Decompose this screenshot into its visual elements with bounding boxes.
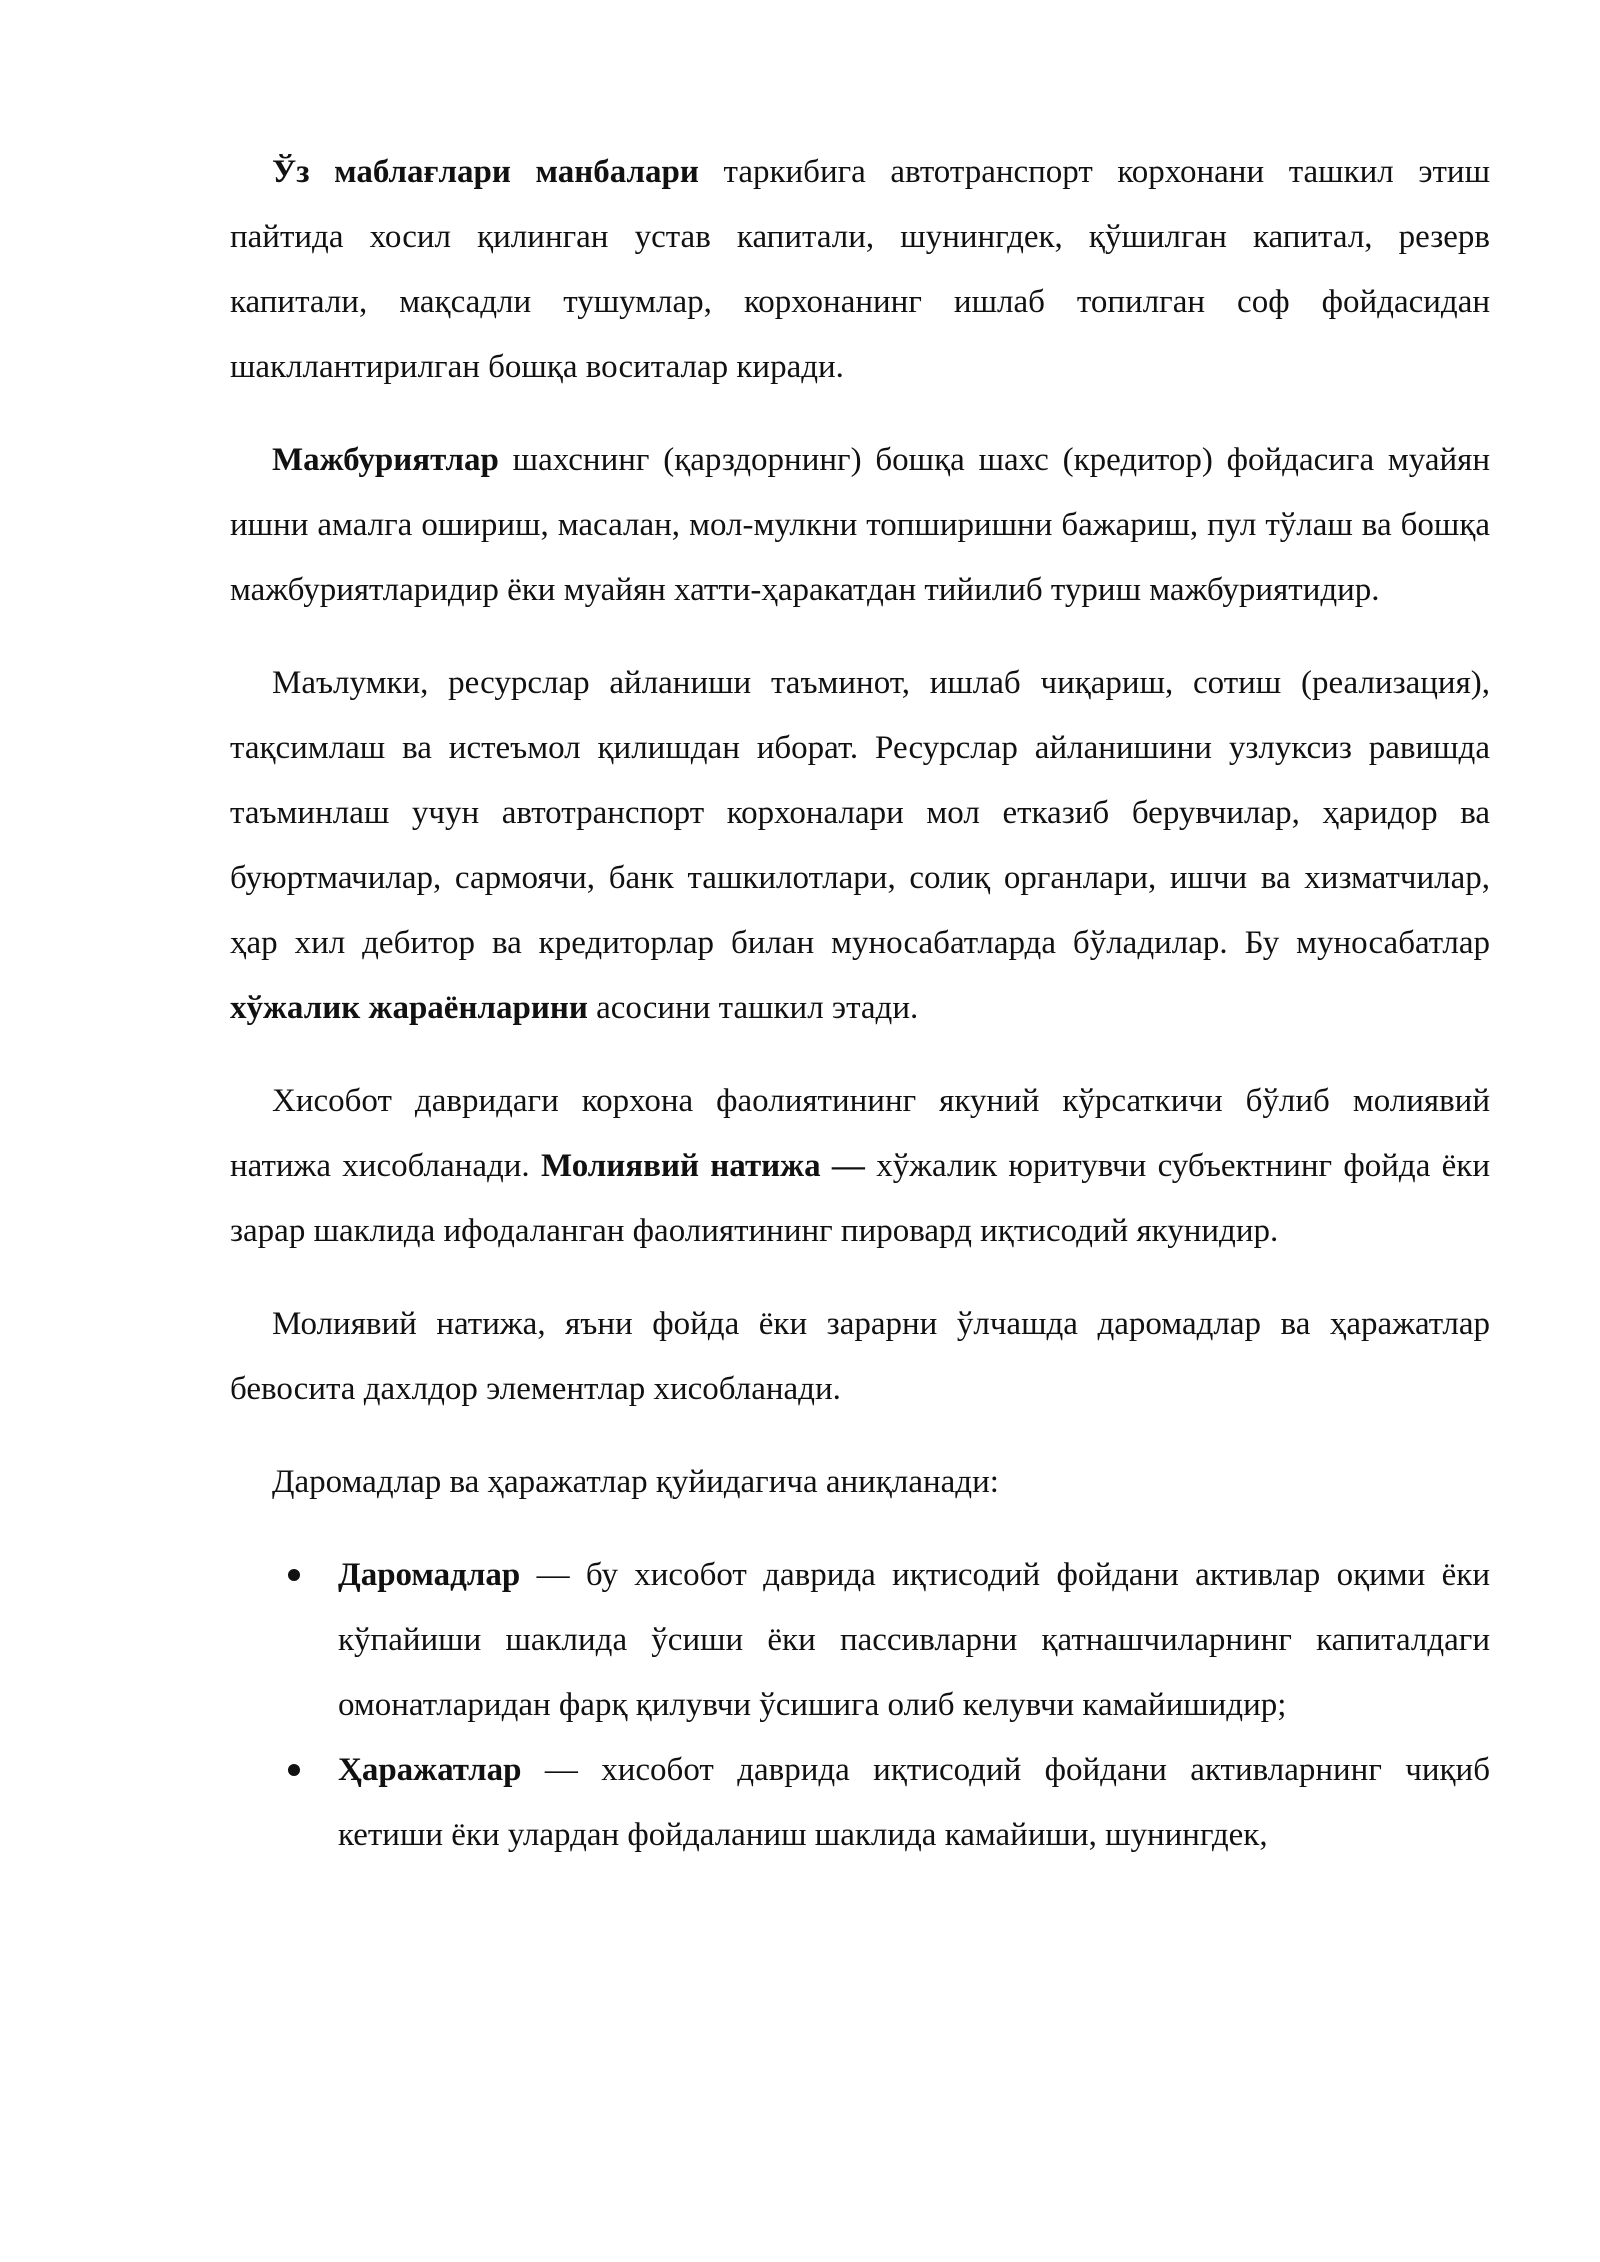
paragraph-text-tail: асосини ташкил этади. (587, 990, 919, 1026)
paragraph-measurement (230, 1292, 1490, 1422)
paragraph-obligations (230, 428, 1490, 623)
list-item-text: — хисобот даврида иқтисодий фойдани активларнинг чиқиб кетиши ёки улардан фойдаланиш шаклида камайиши, шунингдек, (338, 1752, 1490, 1853)
bullet-icon (288, 1764, 300, 1776)
paragraph-text: таркибига автотранспорт корхонани ташкил этиш пайтида хосил қилинган устав капитали, шунингдек, қўшилган капитал, резерв капитали, мақсадли тушумлар, корхонанинг ишлаб топилган соф фойдасидан шакллантирилган бошқа воситалар киради. (230, 154, 1490, 385)
term-income: Даромадлар (338, 1557, 521, 1593)
document-page (230, 140, 1490, 1868)
list-item-income (230, 1543, 1490, 1738)
term-expenses: Ҳаражатлар (338, 1752, 522, 1788)
term-obligations: Мажбуриятлар (272, 442, 499, 478)
term-own-funds: Ўз маблағлари манбалари (272, 154, 699, 190)
paragraph-text: Молиявий натижа, яъни фойда ёки зарарни ўлчашда даромадлар ва ҳаражатлар бевосита дахлдор элементлар хисобланади. (230, 1306, 1490, 1407)
list-item-text: — бу хисобот даврида иқтисодий фойдани активлар оқими ёки кўпайиши шаклида ўсиши ёки пассивларни қатнашчиларнинг капиталдаги омонатларидан фарқ қилувчи ўсишига олиб келувчи камайишидир; (338, 1557, 1490, 1723)
paragraph-text: шахснинг (қарздорнинг) бошқа шахс (кредитор) фойдасига муайян ишни амалга ошириш, масалан, мол-мулкни топширишни бажариш, пул тўлаш ва бошқа мажбуриятларидир ёки муайян хатти-ҳаракатдан тийилиб туриш мажбуриятидир. (230, 442, 1490, 608)
bullet-icon (288, 1569, 300, 1581)
paragraph-text-tail: хўжалик юритувчи субъектнинг фойда ёки зарар шаклида ифодаланган фаолиятининг пировард иқтисодий якунидир. (230, 1148, 1490, 1249)
paragraph-text: Хисобот давридаги корхона фаолиятининг якуний кўрсаткичи бўлиб молиявий натижа хисобланади. (230, 1083, 1490, 1184)
term-financial-result: Молиявий натижа — (540, 1148, 865, 1184)
list-item-expenses (230, 1738, 1490, 1868)
paragraph-own-funds (230, 140, 1490, 400)
term-economic-processes: хўжалик жараёнларини (230, 990, 588, 1026)
definitions-list (230, 1543, 1490, 1868)
paragraph-text: Маълумки, ресурслар айланиши таъминот, ишлаб чиқариш, сотиш (реализация), тақсимлаш ва истеъмол қилишдан иборат. Ресурслар айланишини узлуксиз равишда таъминлаш учун автотранспорт корхоналари мол етказиб берувчилар, ҳаридор ва буюртмачилар, сармоячи, банк ташкилотлари, солиқ органлари, ишчи ва хизматчилар, ҳар хил дебитор ва кредиторлар билан муносабатларда бўладилар. Бу муносабатлар (230, 665, 1490, 961)
paragraph-definitions-intro (230, 1450, 1490, 1515)
paragraph-text: Даромадлар ва ҳаражатлар қуйидагича аниқланади: (272, 1464, 999, 1500)
paragraph-resource-cycle (230, 651, 1490, 1041)
paragraph-financial-result (230, 1069, 1490, 1264)
